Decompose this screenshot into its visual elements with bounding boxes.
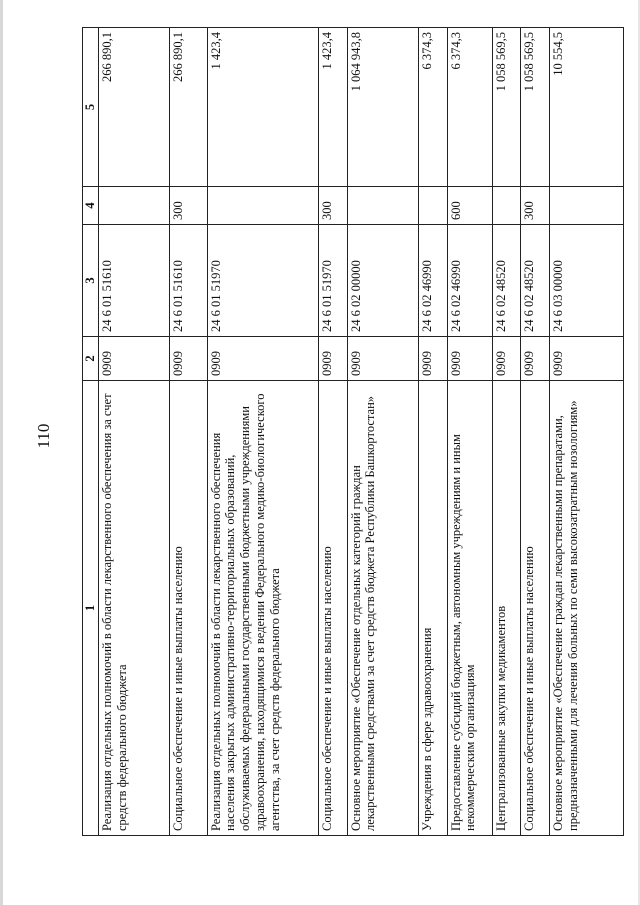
row-amount: 10 554,5 [550, 28, 624, 187]
col-header-2: 2 [83, 337, 99, 381]
col-header-4: 4 [83, 187, 99, 225]
row-target-code: 24 6 01 51970 [318, 225, 347, 337]
table-row [418, 28, 447, 836]
row-section-code: 0909 [170, 337, 208, 381]
row-target-code: 24 6 02 46990 [418, 225, 447, 337]
row-expense-type: 600 [447, 187, 492, 225]
row-expense-type: 300 [170, 187, 208, 225]
table-row [98, 28, 169, 836]
row-amount: 266 890,1 [170, 28, 208, 187]
row-section-code: 0909 [447, 337, 492, 381]
row-expense-type [98, 187, 169, 225]
row-amount: 1 423,4 [318, 28, 347, 187]
row-target-code: 24 6 02 48520 [492, 225, 521, 337]
row-section-code: 0909 [492, 337, 521, 381]
row-target-code: 24 6 01 51610 [170, 225, 208, 337]
row-expense-type [550, 187, 624, 225]
row-amount: 266 890,1 [98, 28, 169, 187]
row-expense-type: 300 [318, 187, 347, 225]
col-header-1: 1 [83, 381, 99, 836]
row-name: Реализация отдельных полномочий в области лекарственного обеспечения за счет средств федерального бюджета [98, 381, 169, 836]
row-section-code: 0909 [418, 337, 447, 381]
row-amount: 1 064 943,8 [347, 28, 418, 187]
row-expense-type [418, 187, 447, 225]
table-row [447, 28, 492, 836]
row-name: Социальное обеспечение и иные выплаты населению [521, 381, 550, 836]
table-row [521, 28, 550, 836]
table-row [207, 28, 318, 836]
row-name: Реализация отдельных полномочий в области лекарственного обеспечения населения закрытых административно-территориальных образований, обслуживаемых федеральными государственными бюджетными учреждениями здравоохранения, находящимися в ведении Федерального медико-биологического агентства, за счет средств федерального бюджета [207, 381, 318, 836]
row-target-code: 24 6 02 00000 [347, 225, 418, 337]
table-row [347, 28, 418, 836]
row-section-code: 0909 [98, 337, 169, 381]
page-number: 110 [34, 423, 53, 449]
row-target-code: 24 6 01 51970 [207, 225, 318, 337]
row-amount: 1 058 569,5 [492, 28, 521, 187]
row-name: Централизованные закупки медикаментов [492, 381, 521, 836]
row-amount: 6 374,3 [418, 28, 447, 187]
row-target-code: 24 6 02 48520 [521, 225, 550, 337]
row-expense-type [207, 187, 318, 225]
row-name: Учреждения в сфере здравоохранения [418, 381, 447, 836]
scan-edge-left [0, 0, 3, 905]
row-target-code: 24 6 03 00000 [550, 225, 624, 337]
row-amount: 1 423,4 [207, 28, 318, 187]
row-target-code: 24 6 02 46990 [447, 225, 492, 337]
table-row [550, 28, 624, 836]
budget-table [82, 27, 624, 836]
row-name: Основное мероприятие «Обеспечение граждан лекарственными препаратами, предназначенными для лечения больных по семи высокозатратным нозологиям» [550, 381, 624, 836]
budget-table-container [82, 28, 624, 836]
row-name: Основное мероприятие «Обеспечение отдельных категорий граждан лекарственными средствами за счет средств бюджета Республики Башкортостан» [347, 381, 418, 836]
row-name: Социальное обеспечение и иные выплаты населению [318, 381, 347, 836]
col-header-3: 3 [83, 225, 99, 337]
row-amount: 6 374,3 [447, 28, 492, 187]
col-header-5: 5 [83, 28, 99, 187]
table-row [170, 28, 208, 836]
row-section-code: 0909 [550, 337, 624, 381]
row-expense-type [347, 187, 418, 225]
table-row [492, 28, 521, 836]
row-section-code: 0909 [207, 337, 318, 381]
row-name: Предоставление субсидий бюджетным, автономным учреждениям и иным некоммерческим организациям [447, 381, 492, 836]
header-row [83, 28, 99, 836]
row-section-code: 0909 [347, 337, 418, 381]
row-target-code: 24 6 01 51610 [98, 225, 169, 337]
row-expense-type [492, 187, 521, 225]
row-amount: 1 058 569,5 [521, 28, 550, 187]
row-section-code: 0909 [318, 337, 347, 381]
table-row [318, 28, 347, 836]
row-section-code: 0909 [521, 337, 550, 381]
row-expense-type: 300 [521, 187, 550, 225]
row-name: Социальное обеспечение и иные выплаты населению [170, 381, 208, 836]
